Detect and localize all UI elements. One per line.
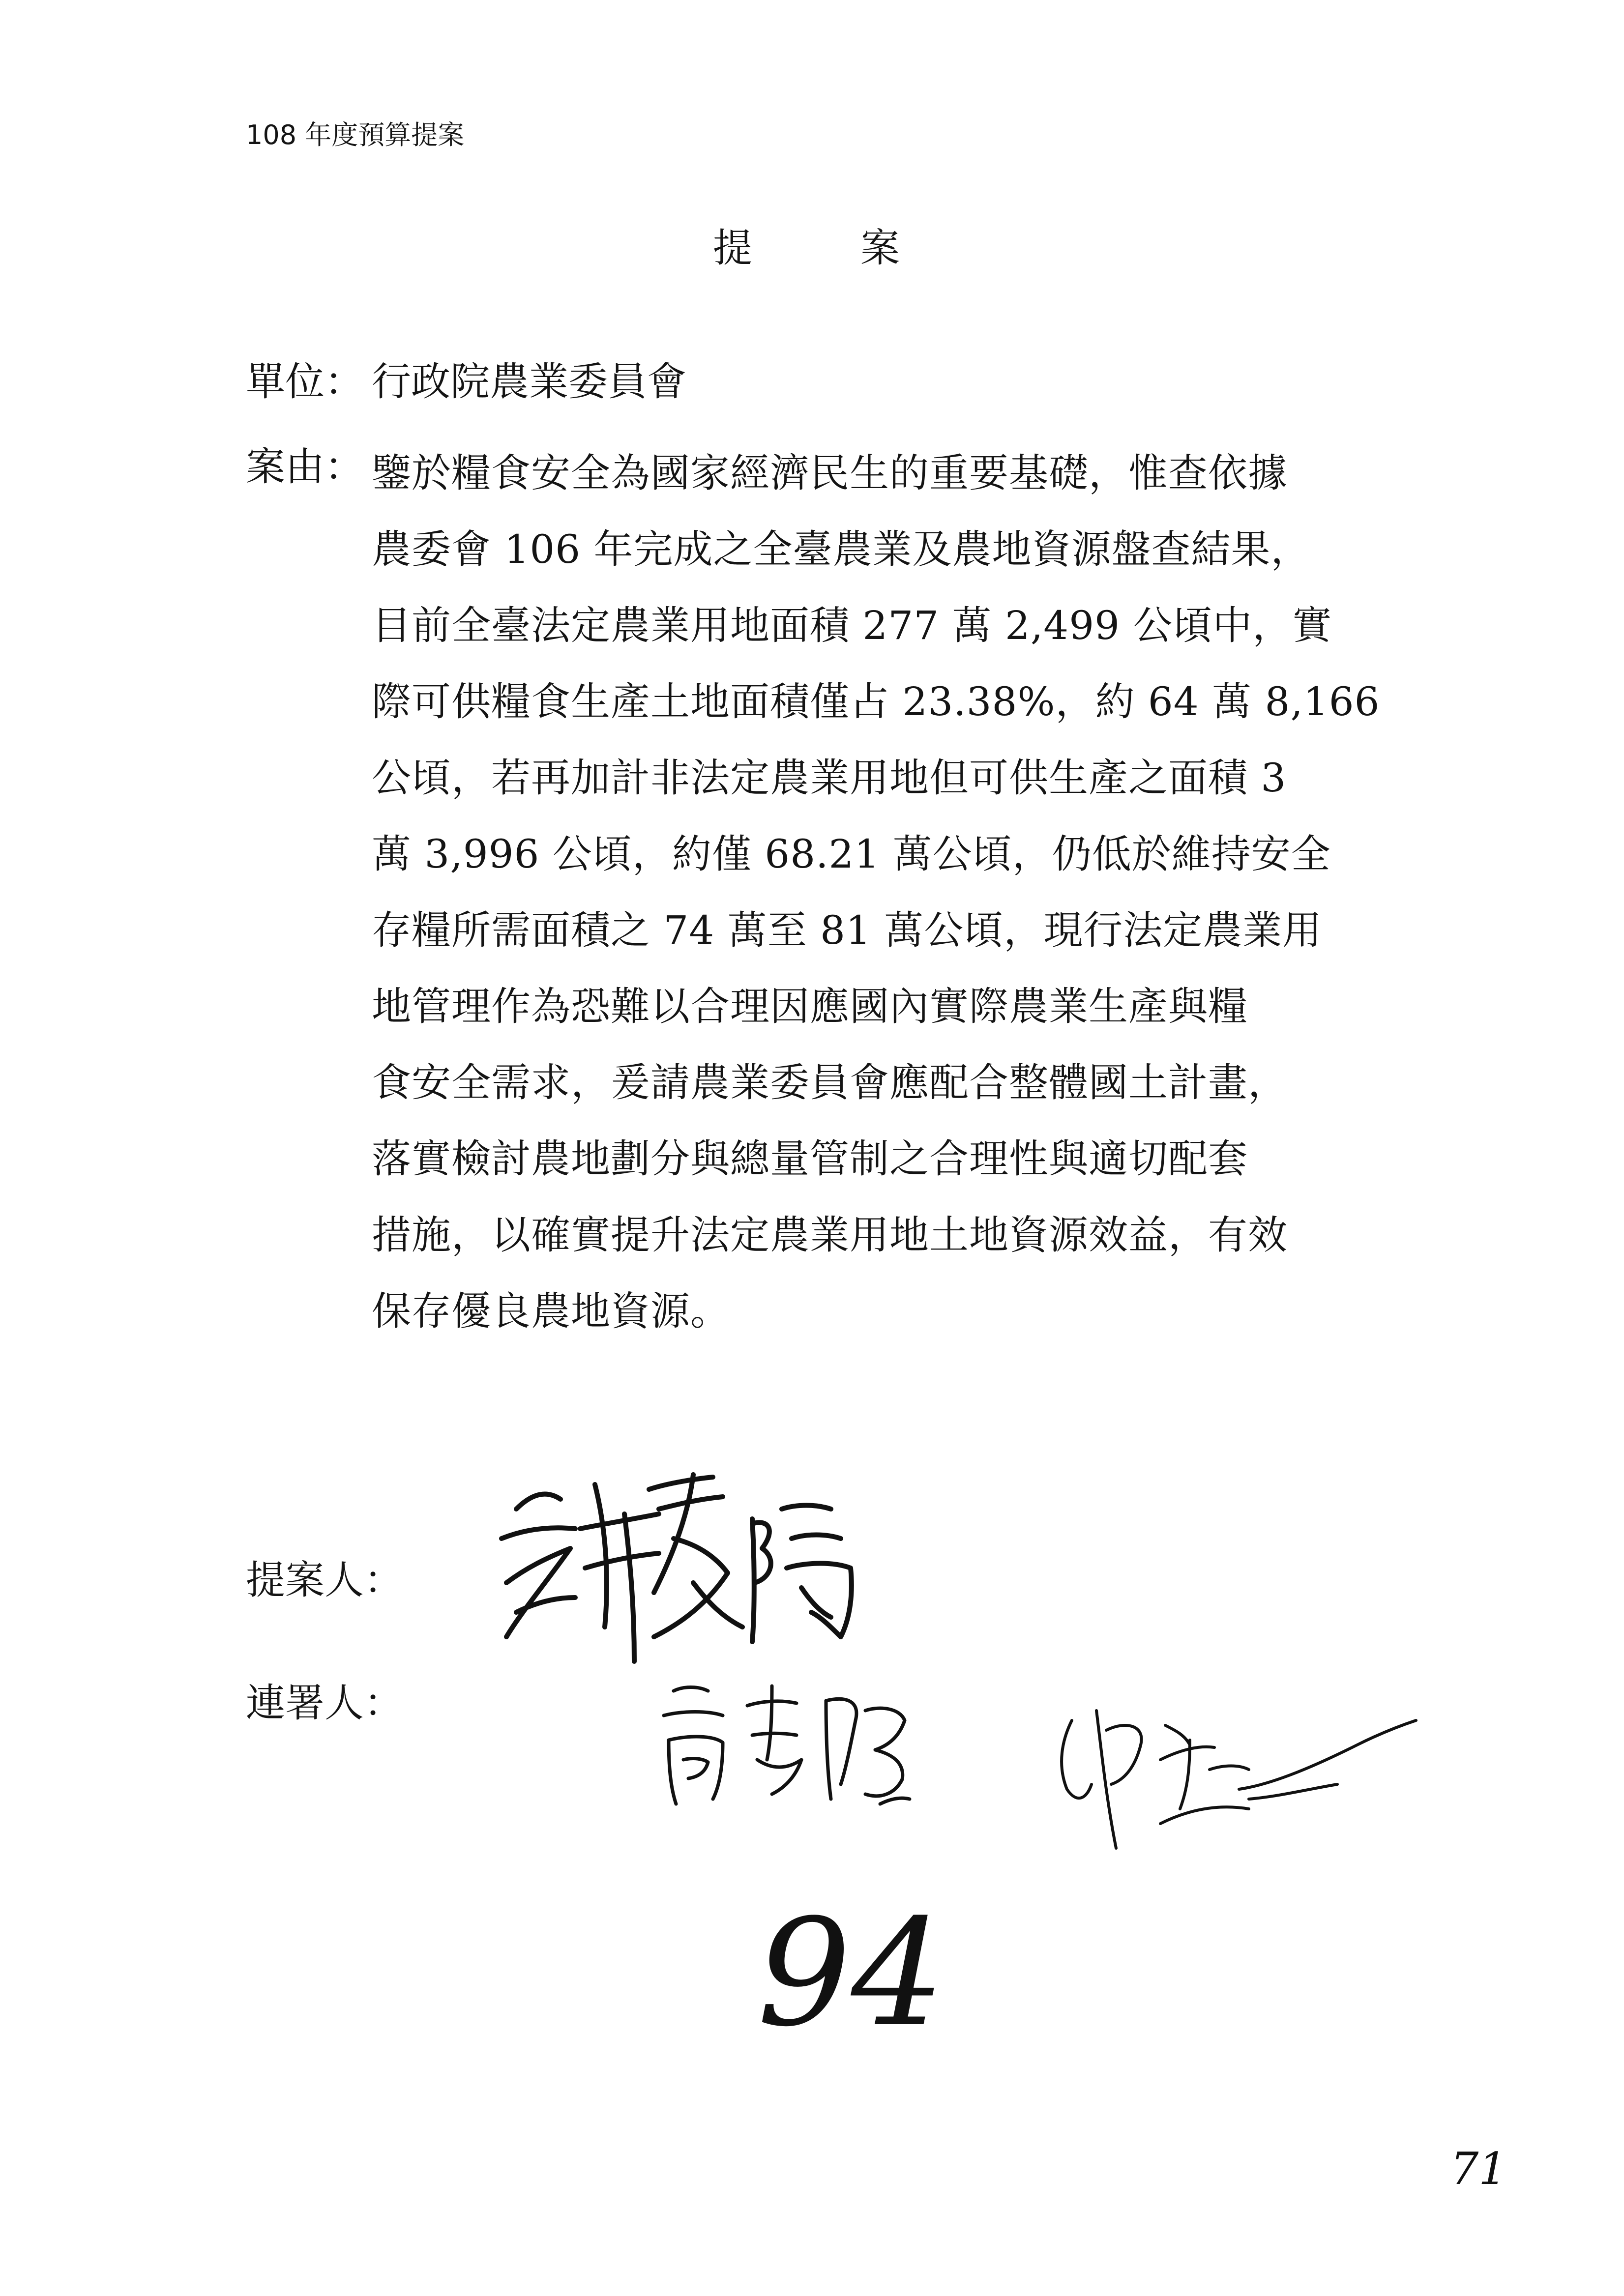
handwritten-number: 94 xyxy=(757,1888,945,2059)
page-number: 71 xyxy=(1450,2143,1507,2195)
cosigner-signature-1 xyxy=(649,1671,924,1819)
reason-line: 落實檢討農地劃分與總量管制之合理性與適切配套 xyxy=(372,1136,1248,1182)
reason-line: 措施，以確實提升法定農業用地土地資源效益，有效 xyxy=(372,1212,1288,1258)
unit-value: 行政院農業委員會 xyxy=(372,359,686,405)
reason-label: 案由： xyxy=(246,444,364,490)
proposer-label: 提案人： xyxy=(246,1557,403,1603)
reason-line: 萬 3,996 公頃，約僅 68.21 萬公頃，仍低於維持安全 xyxy=(372,831,1331,877)
reason-line: 目前全臺法定農業用地面積 277 萬 2,499 公頃中，實 xyxy=(372,603,1332,648)
reason-line: 保存優良農地資源。 xyxy=(372,1288,730,1334)
document-title xyxy=(713,216,900,273)
cosigner-label: 連署人： xyxy=(246,1680,403,1726)
proposer-signature xyxy=(487,1455,870,1686)
unit-label: 單位： xyxy=(246,359,364,405)
reason-line: 存糧所需面積之 74 萬至 81 萬公頃，現行法定農業用 xyxy=(372,907,1323,953)
reason-line: 地管理作為恐難以合理因應國內實際農業生產與糧 xyxy=(372,984,1248,1029)
cosigner-signature-2 xyxy=(1042,1691,1426,1868)
header-note: 108 年度預算提案 xyxy=(246,119,465,150)
reason-line: 鑒於糧食安全為國家經濟民生的重要基礎，惟查依據 xyxy=(372,450,1288,496)
title-char-1: 提 xyxy=(713,225,752,271)
reason-line: 際可供糧食生產土地面積僅占 23.38%，約 64 萬 8,166 xyxy=(372,679,1380,725)
reason-line: 農委會 106 年完成之全臺農業及農地資源盤查結果， xyxy=(372,526,1311,572)
reason-line: 食安全需求，爰請農業委員會應配合整體國土計畫， xyxy=(372,1060,1288,1105)
reason-line: 公頃，若再加計非法定農業用地但可供生產之面積 3 xyxy=(372,755,1287,801)
reason-body xyxy=(372,435,1385,1349)
title-char-2: 案 xyxy=(860,225,900,271)
